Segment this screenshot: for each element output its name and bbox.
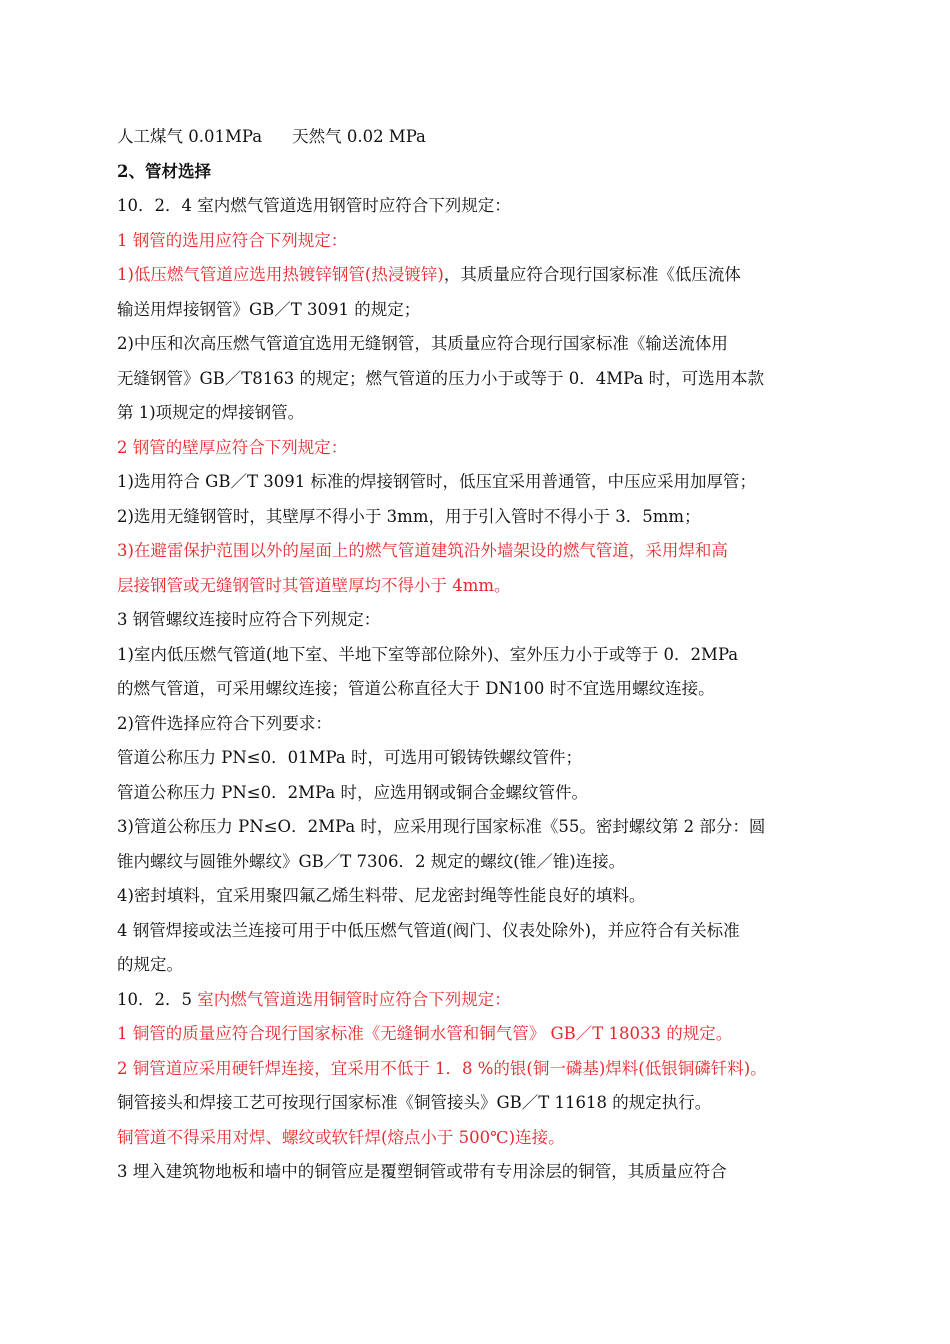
artificial-gas-pressure: 人工煤气 0.01MPa: [117, 127, 263, 146]
paragraph-line: 4)密封填料，宜采用聚四氟乙烯生料带、尼龙密封绳等性能良好的填料。: [117, 886, 646, 905]
pressure-values-line: [117, 120, 852, 155]
section-heading: 2、管材选择: [117, 161, 211, 181]
paragraph-line: [117, 258, 852, 293]
paragraph-line: 的燃气管道，可采用螺纹连接；管道公称直径大于 DN100 时不宜选用螺纹连接。: [117, 679, 715, 698]
paragraph-line: 3)管道公称压力 PN≤O．2MPa 时，应采用现行国家标准《55。密封螺纹第 2 部分：圆: [117, 817, 766, 836]
paragraph-line: 的规定。: [117, 955, 183, 974]
clause-number: 10．2．5: [117, 989, 198, 1009]
paragraph-line: 2)选用无缝钢管时，其壁厚不得小于 3mm，用于引入管时不得小于 3．5mm；: [117, 506, 701, 526]
paragraph-line: 管道公称压力 PN≤0．2MPa 时，应选用钢或铜合金螺纹管件。: [117, 782, 588, 802]
paragraph-line: 4 钢管焊接或法兰连接可用于中低压燃气管道(阀门、仪表处除外)，并应符合有关标准: [117, 920, 740, 940]
paragraph-line: 输送用焊接钢管》GB／T 3091 的规定；: [117, 299, 421, 319]
document-body: [117, 120, 852, 1190]
thread-connection-heading: 3 钢管螺纹连接时应符合下列规定：: [117, 610, 381, 629]
clause-10-2-5: [117, 983, 852, 1018]
paragraph-line: 铜管接头和焊接工艺可按现行国家标准《铜管接头》GB／T 11618 的规定执行。: [117, 1093, 712, 1112]
red-paragraph-line: 层接钢管或无缝钢管时其管道壁厚均不得小于 4mm。: [117, 575, 511, 595]
clause-10-2-4: 10．2．4 室内燃气管道选用钢管时应符合下列规定：: [117, 196, 511, 215]
paragraph-text: ，其质量应符合现行国家标准《低压流体: [443, 265, 741, 284]
paragraph-line: 3 埋入建筑物地板和墙中的铜管应是覆塑铜管或带有专用涂层的铜管，其质量应符合: [117, 1162, 727, 1181]
natural-gas-pressure: 天然气 0.02 MPa: [292, 127, 426, 146]
paragraph-line: 无缝钢管》GB／T8163 的规定；燃气管道的压力小于或等于 0．4MPa 时，可选用本款: [117, 368, 765, 388]
paragraph-line: 第 1)项规定的焊接钢管。: [117, 403, 305, 422]
paragraph-line: 1)选用符合 GB／T 3091 标准的焊接钢管时，低压宜采用普通管，中压应采用加厚管；: [117, 472, 756, 491]
paragraph-line: 1)室内低压燃气管道(地下室、半地下室等部位除外)、室外压力小于或等于 0．2MPa: [117, 644, 739, 664]
red-highlight-text: 1)低压燃气管道应选用热镀锌钢管(热浸镀锌): [117, 265, 444, 284]
paragraph-line: 管道公称压力 PN≤0．01MPa 时，可选用可锻铸铁螺纹管件；: [117, 748, 582, 767]
red-paragraph-line: 1 铜管的质量应符合现行国家标准《无缝铜水管和铜气管》 GB／T 18033 的规定。: [117, 1024, 733, 1043]
red-paragraph-line: 2 铜管道应采用硬钎焊连接，宜采用不低于 1．8 %的银(铜一磷基)焊料(低银铜磷钎料)。: [117, 1058, 767, 1078]
red-highlight-text: 室内燃气管道选用铜管时应符合下列规定：: [197, 989, 511, 1009]
steel-selection-heading: 1 钢管的选用应符合下列规定：: [117, 230, 348, 250]
red-paragraph-line: 3)在避雷保护范围以外的屋面上的燃气管道建筑沿外墙架设的燃气管道，采用焊和高: [117, 541, 728, 560]
red-paragraph-line: 铜管道不得采用对焊、螺纹或软钎焊(熔点小于 500℃)连接。: [117, 1127, 565, 1147]
paragraph-line: 2)管件选择应符合下列要求：: [117, 713, 332, 733]
wall-thickness-heading: 2 钢管的壁厚应符合下列规定：: [117, 437, 348, 457]
paragraph-line: 2)中压和次高压燃气管道宜选用无缝钢管，其质量应符合现行国家标准《输送流体用: [117, 334, 728, 353]
paragraph-line: 锥内螺纹与圆锥外螺纹》GB／T 7306．2 规定的螺纹(锥／锥)连接。: [117, 851, 626, 871]
